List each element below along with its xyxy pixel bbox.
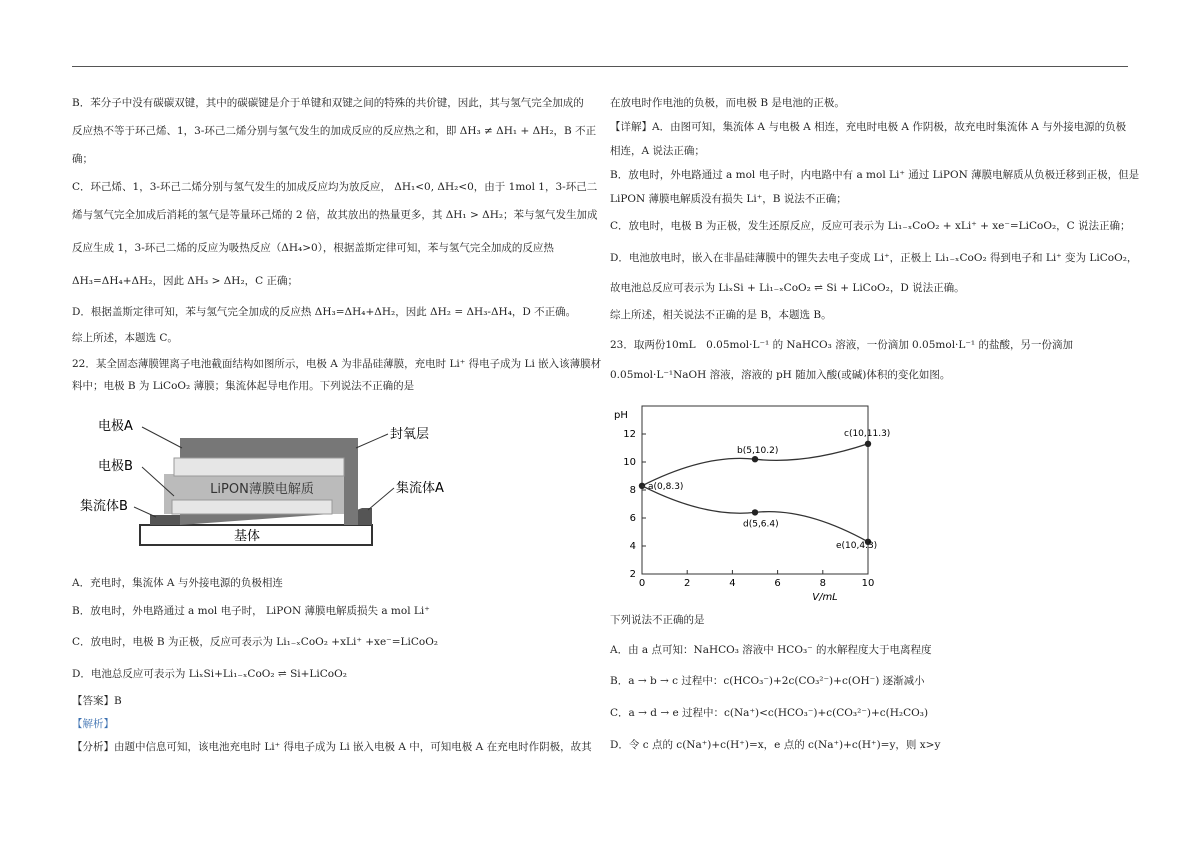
data-point bbox=[865, 441, 871, 447]
text-line: C．放电时，电极 B 为正极，发生还原反应，反应可表示为 Li₁₋ₓCoO₂ + xLi⁺ + xe⁻=LiCoO₂，C 说法正确； bbox=[610, 220, 1131, 232]
y-tick-label: 10 bbox=[623, 457, 636, 468]
x-tick-label: 6 bbox=[774, 578, 781, 589]
electrode-a-label: 电极A bbox=[98, 419, 133, 434]
y-tick-label: 4 bbox=[629, 541, 636, 552]
data-label: e(10,4.3) bbox=[836, 540, 878, 551]
y-tick-label: 6 bbox=[629, 513, 636, 524]
leader-line bbox=[142, 427, 182, 448]
y-tick-label: 2 bbox=[629, 569, 636, 580]
text-line: LiPON 薄膜电解质没有损失 Li⁺，B 说法不正确； bbox=[610, 193, 847, 205]
option-c: C．a → d → e 过程中：c(Na⁺)<c(HCO₃⁻)+c(CO₃²⁻)+c(H₂CO₃) bbox=[610, 707, 929, 719]
answer: 【答案】B bbox=[72, 695, 122, 707]
data-label: a(0,8.3) bbox=[648, 481, 684, 492]
data-label: d(5,6.4) bbox=[743, 519, 779, 530]
question-prompt: 下列说法不正确的是 bbox=[610, 614, 705, 626]
text-line: 【详解】A．由图可知，集流体 A 与电极 A 相连，充电时电极 A 作阴极，故充电时集流体 A 与外接电源的负极 bbox=[610, 121, 1127, 133]
substrate-label: 基体 bbox=[233, 529, 261, 544]
question-23-stem: 0.05mol·L⁻¹NaOH 溶液，溶液的 pH 随加入酸(或碱)体积的变化如图。 bbox=[610, 369, 951, 381]
data-point bbox=[639, 483, 645, 489]
data-point bbox=[752, 509, 758, 515]
analysis-text: 【分析】由题中信息可知，该电池充电时 Li⁺ 得电子成为 Li 嵌入电极 A 中，可知电极 A 在充电时作阴极，故其 bbox=[72, 741, 592, 753]
text-line: 反应热不等于环己烯、1，3-环己二烯分别与氢气发生的加成反应的反应热之和，即 ΔH₃ ≠ ΔH₁ + ΔH₂，B 不正 bbox=[72, 125, 597, 137]
header-rule bbox=[72, 66, 1128, 67]
text-line: 综上所述，本题选 C。 bbox=[72, 332, 178, 344]
x-tick-label: 8 bbox=[819, 578, 826, 589]
y-axis-label: pH bbox=[614, 410, 628, 421]
text-line: 烯与氢气完全加成后消耗的氢气是等量环己烯的 2 倍，故其放出的热量更多，其 ΔH₁ > ΔH₂；苯与氢气发生加成 bbox=[72, 209, 598, 221]
electrode-a-block bbox=[174, 458, 344, 476]
question-22-stem: 料中；电极 B 为 LiCoO₂ 薄膜；集流体起导电作用。下列说法不正确的是 bbox=[72, 380, 415, 392]
battery-structure-diagram bbox=[72, 408, 472, 548]
data-label: c(10,11.3) bbox=[844, 428, 891, 439]
electrolyte-label: LiPON薄膜电解质 bbox=[210, 482, 314, 497]
text-line: 确； bbox=[72, 153, 93, 165]
data-label: b(5,10.2) bbox=[737, 446, 779, 457]
sealing-label: 封氧层 bbox=[390, 427, 430, 442]
text-line: B．苯分子中没有碳碳双键，其中的碳碳键是介于单键和双键之间的特殊的共价键，因此，其与氢气完全加成的 bbox=[72, 97, 584, 109]
text-line: B．放电时，外电路通过 a mol 电子时，内电路中有 a mol Li⁺ 通过 LiPON 薄膜电解质从负极迁移到正极，但是 bbox=[610, 169, 1140, 181]
question-23-stem: 23．取两份10mL 0.05mol·L⁻¹ 的 NaHCO₃ 溶液，一份滴加 0.05mol·L⁻¹ 的盐酸，另一份滴加 bbox=[610, 339, 1073, 351]
x-axis-label: V/mL bbox=[812, 592, 838, 603]
option-c: C．放电时，电极 B 为正极，反应可表示为 Li₁₋ₓCoO₂ +xLi⁺ +xe⁻=LiCoO₂ bbox=[72, 636, 439, 648]
electrode-b-block bbox=[172, 500, 332, 514]
x-tick-label: 4 bbox=[729, 578, 736, 589]
analysis-title: 【解析】 bbox=[72, 718, 114, 730]
option-d: D．电池总反应可表示为 LiₓSi+Li₁₋ₓCoO₂ ⇌ Si+LiCoO₂ bbox=[72, 668, 347, 680]
leader-line bbox=[356, 434, 388, 448]
text-line: D．电池放电时，嵌入在非晶硅薄膜中的锂失去电子变成 Li⁺，正极上 Li₁₋ₓCoO₂ 得到电子和 Li⁺ 变为 LiCoO₂， bbox=[610, 252, 1138, 264]
option-d: D．令 c 点的 c(Na⁺)+c(H⁺)=x，e 点的 c(Na⁺)+c(H⁺)=y，则 x>y bbox=[610, 739, 941, 751]
electrode-b-label: 电极B bbox=[98, 459, 133, 474]
y-tick-label: 8 bbox=[629, 485, 636, 496]
option-a: A．充电时，集流体 A 与外接电源的负极相连 bbox=[72, 577, 283, 589]
text-line: 综上所述，相关说法不正确的是 B，本题选 B。 bbox=[610, 309, 832, 321]
text-line: C．环己烯、1，3-环己二烯分别与氢气发生的加成反应均为放反应， ΔH₁<0, ΔH₂<0，由于 1mol 1，3-环己二 bbox=[72, 181, 598, 193]
data-point bbox=[752, 456, 758, 462]
x-tick-label: 2 bbox=[684, 578, 691, 589]
option-a: A．由 a 点可知：NaHCO₃ 溶液中 HCO₃⁻ 的水解程度大于电离程度 bbox=[610, 644, 932, 656]
option-b: B．a → b → c 过程中：c(HCO₃⁻)+2c(CO₃²⁻)+c(OH⁻) 逐渐减小 bbox=[610, 675, 925, 687]
text-line: ΔH₃=ΔH₄+ΔH₂，因此 ΔH₃ > ΔH₂，C 正确； bbox=[72, 275, 299, 287]
option-b: B．放电时，外电路通过 a mol 电子时， LiPON 薄膜电解质损失 a mol Li⁺ bbox=[72, 605, 430, 617]
x-tick-label: 0 bbox=[638, 578, 646, 589]
text-line: 反应生成 1，3-环己二烯的反应为吸热反应（ΔH₄>0），根据盖斯定律可知，苯与氢气完全加成的反应热 bbox=[72, 242, 554, 254]
y-tick-label: 12 bbox=[623, 429, 636, 440]
ph-titration-chart bbox=[610, 396, 891, 603]
leader-line bbox=[368, 488, 394, 510]
text-line: 故电池总反应可表示为 LiₓSi + Li₁₋ₓCoO₂ ⇌ Si + LiCoO₂，D 说法正确。 bbox=[610, 282, 965, 294]
x-tick-label: 10 bbox=[861, 578, 875, 589]
collector-a-label: 集流体A bbox=[396, 481, 444, 496]
text-line: 在放电时作电池的负极，而电极 B 是电池的正极。 bbox=[610, 97, 845, 109]
text-line: D．根据盖斯定律可知，苯与氢气完全加成的反应热 ΔH₃=ΔH₄+ΔH₂，因此 ΔH₂ = ΔH₃-ΔH₄，D 不正确。 bbox=[72, 306, 577, 318]
text-line: 相连，A 说法正确； bbox=[610, 145, 705, 157]
question-22-stem: 22．某全固态薄膜锂离子电池截面结构如图所示，电极 A 为非晶硅薄膜，充电时 Li⁺ 得电子成为 Li 嵌入该薄膜材 bbox=[72, 358, 602, 370]
collector-b-label: 集流体B bbox=[80, 499, 128, 514]
leader-line bbox=[134, 507, 156, 517]
